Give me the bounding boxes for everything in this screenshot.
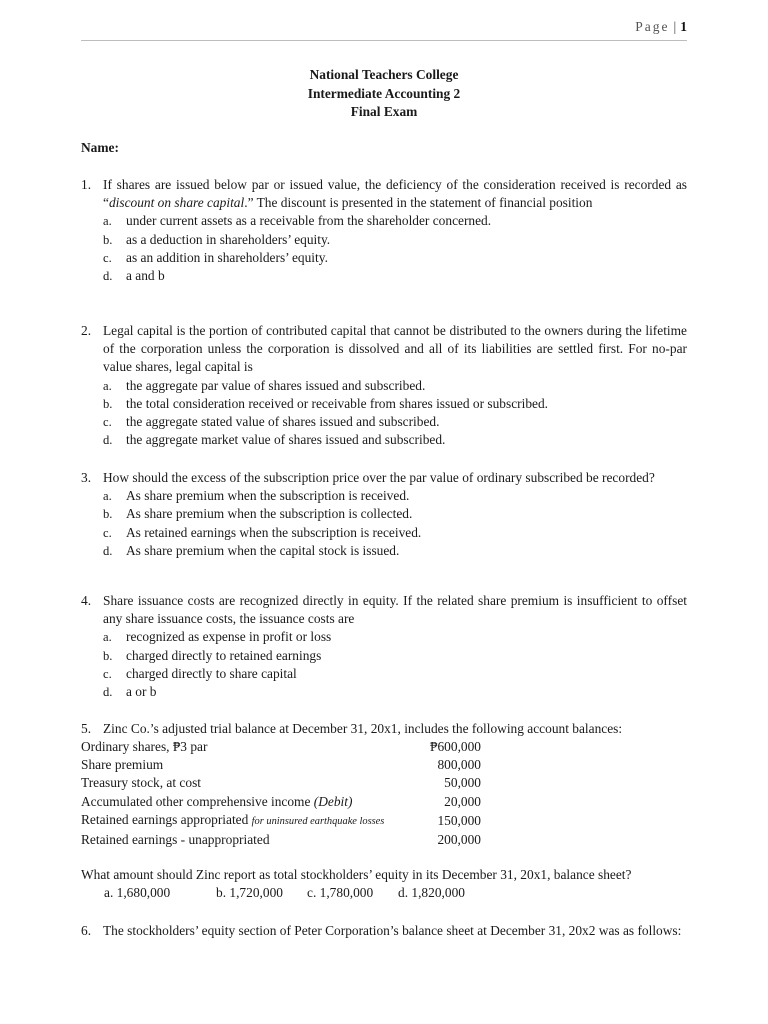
question-5-intro xyxy=(81,720,687,738)
choice-b: b. the total consideration received or receivable from shares issued or subscribed. xyxy=(103,395,549,411)
question-number: 5. xyxy=(81,721,92,736)
question-3 xyxy=(81,469,687,560)
page-header xyxy=(81,18,687,41)
account-amount: 200,000 xyxy=(437,832,481,848)
choice-b: b. charged directly to retained earnings xyxy=(103,647,322,663)
table-row xyxy=(81,811,481,831)
question-4 xyxy=(81,592,687,701)
account-note: for uninsured earthquake losses xyxy=(251,815,385,827)
choice-a: a. As share premium when the subscription is received. xyxy=(103,488,410,504)
question-6 xyxy=(81,922,687,940)
choice-b: b. as a deduction in shareholders’ equity. xyxy=(103,231,331,247)
question-5-prompt: What amount should Zinc report as total stockholders’ equity in its December 31, 20x1, balance sheet? xyxy=(81,867,632,882)
page-label: Page xyxy=(635,19,670,34)
account-note: (Debit) xyxy=(313,793,353,809)
question-5-choices xyxy=(104,884,684,902)
question-text: How should the excess of the subscription price over the par value of ordinary subscribed be recorded? xyxy=(103,470,655,485)
choice-b: b. As share premium when the subscription is collected. xyxy=(103,506,413,522)
question-text: Legal capital is the portion of contributed capital that cannot be distributed to the owners during the lifetime of the corporation unless the corporation is dissolved and all of its liabilities are settled first. For no-par value shares, legal capital is xyxy=(103,323,687,375)
choice-d: d. As share premium when the capital stock is issued. xyxy=(103,542,400,558)
account-amount: 800,000 xyxy=(437,757,481,773)
table-row xyxy=(81,831,481,849)
question-number: 6. xyxy=(81,923,92,938)
page-number: 1 xyxy=(680,19,687,34)
question-1 xyxy=(81,176,687,285)
italic-term: discount on share capital xyxy=(108,195,245,211)
account-amount: 50,000 xyxy=(444,775,481,791)
account-amount: 150,000 xyxy=(437,812,481,828)
table-row xyxy=(81,738,481,756)
account-label: Retained earnings - unappropriated xyxy=(81,832,270,848)
choice-d: d. a and b xyxy=(103,268,165,284)
account-label: Share premium xyxy=(81,757,164,773)
question-number: 4. xyxy=(81,593,92,608)
account-amount: ₱600,000 xyxy=(430,739,481,754)
choice-d: d. a or b xyxy=(103,684,157,700)
question-text: If shares are issued below par or issued value, the deficiency of the consideration received is recorded as “discount on share capital.” The discount is presented in the statement of financial position xyxy=(103,177,687,211)
question-2 xyxy=(81,322,687,449)
question-number: 2. xyxy=(81,323,92,338)
account-label: Treasury stock, at cost xyxy=(81,775,202,791)
choice-list xyxy=(81,212,687,285)
choice-a: a. 1,680,000 xyxy=(104,885,171,900)
choice-a: a. the aggregate par value of shares issued and subscribed. xyxy=(103,377,426,393)
question-text: The stockholders’ equity section of Peter Corporation’s balance sheet at December 31, 20x2 was as follows: xyxy=(103,923,682,938)
account-label: Ordinary shares, ₱3 par xyxy=(81,739,208,754)
table-row xyxy=(81,793,481,811)
choice-a: a. under current assets as a receivable from the shareholder concerned. xyxy=(103,213,492,229)
account-amount: 20,000 xyxy=(444,793,481,809)
choice-c: c. the aggregate stated value of shares issued and subscribed. xyxy=(103,414,440,430)
choice-list xyxy=(81,628,687,701)
trial-balance-table xyxy=(81,738,481,849)
question-number: 3. xyxy=(81,470,92,485)
page-separator: | xyxy=(673,19,677,34)
school-name: National Teachers College xyxy=(309,67,459,82)
table-row xyxy=(81,756,481,774)
choice-list xyxy=(81,487,687,560)
question-number: 1. xyxy=(81,177,92,192)
course-name: Intermediate Accounting 2 xyxy=(307,85,461,101)
name-label: Name: xyxy=(81,140,119,155)
choice-c: c. charged directly to share capital xyxy=(103,665,297,681)
choice-b: b. 1,720,000 xyxy=(216,885,283,900)
exam-title-block xyxy=(81,66,687,122)
exam-name: Final Exam xyxy=(350,104,418,119)
choice-c: c. 1,780,000 xyxy=(307,885,374,900)
choice-c: c. As retained earnings when the subscription is received. xyxy=(103,524,422,540)
table-row xyxy=(81,774,481,792)
choice-a: a. recognized as expense in profit or loss xyxy=(103,629,332,645)
choice-c: c. as an addition in shareholders’ equity. xyxy=(103,249,328,265)
choice-list xyxy=(81,377,687,450)
choice-d: d. the aggregate market value of shares issued and subscribed. xyxy=(103,432,446,448)
account-label: Accumulated other comprehensive income (Debit) xyxy=(81,793,353,809)
question-text: Zinc Co.’s adjusted trial balance at December 31, 20x1, includes the following account balances: xyxy=(103,721,623,736)
question-text: Share issuance costs are recognized directly in equity. If the related share premium is insufficient to offset any share issuance costs, the issuance costs are xyxy=(103,593,687,627)
choice-d: d. 1,820,000 xyxy=(398,885,465,900)
account-label: Retained earnings appropriated for uninsured earthquake losses xyxy=(81,811,385,827)
